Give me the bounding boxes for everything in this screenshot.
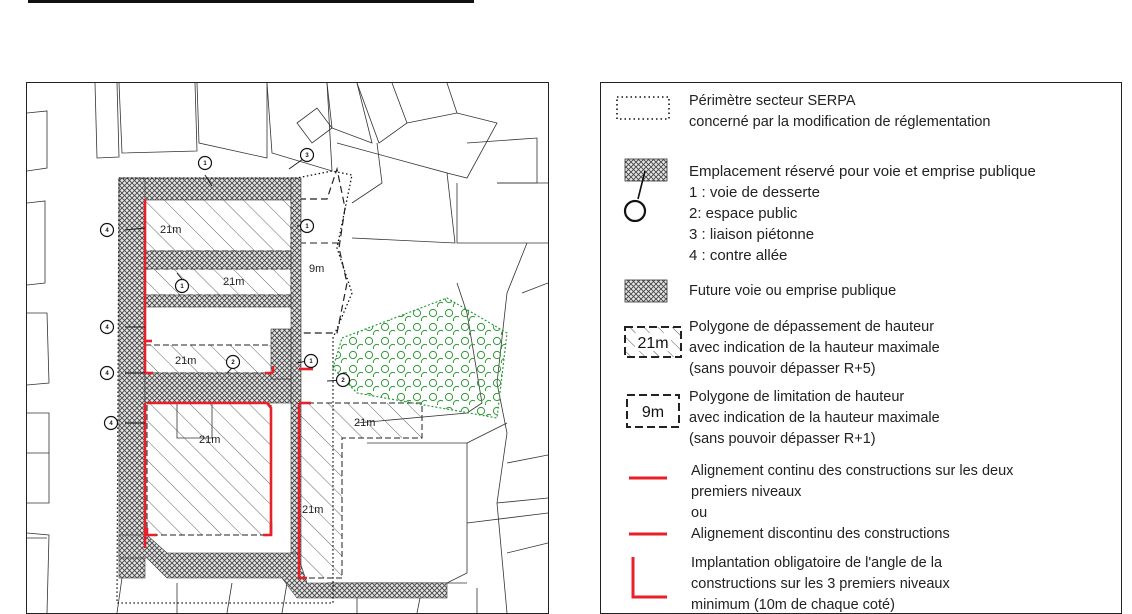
legend-alignment-or: ou xyxy=(691,505,708,521)
legend-exceed-line: (sans pouvoir dépasser R+5) xyxy=(689,361,876,377)
callout-4-b xyxy=(101,321,114,334)
legend-future xyxy=(601,279,1121,305)
legend-reserved-item: 4 : contre allée xyxy=(689,247,788,264)
red-corner-icon xyxy=(611,553,681,613)
legend-limit-line: Polygone de limitation de hauteur xyxy=(689,389,905,405)
plan-map xyxy=(27,83,548,613)
height-label: 21m xyxy=(354,417,376,429)
callout-4-c xyxy=(101,367,114,380)
legend-reserved-item: 3 : liaison piétonne xyxy=(689,226,815,243)
green-space-area xyxy=(333,298,507,418)
legend-corner-line: Implantation obligatoire de l'angle de la xyxy=(691,555,943,571)
legend-panel xyxy=(600,82,1122,614)
callout-4-a xyxy=(101,224,114,237)
callout-3-top xyxy=(301,149,314,162)
legend-alignment-continuous: premiers niveaux xyxy=(691,484,802,500)
legend-future-label: Future voie ou emprise publique xyxy=(689,283,897,299)
svg-text:1: 1 xyxy=(180,284,184,290)
legend-perimeter-line2: concerné par la modification de réglementation xyxy=(689,114,991,130)
legend-corner xyxy=(601,551,1121,614)
legend-exceed-line: Polygone de dépassement de hauteur xyxy=(689,319,935,335)
height-label: 21m xyxy=(160,224,182,236)
legend-exceed-line: avec indication de la hauteur maximale xyxy=(689,340,940,356)
limit-polygon xyxy=(299,169,347,333)
map-panel xyxy=(26,82,549,614)
height-label-limit: 9m xyxy=(309,263,325,275)
legend-reserved xyxy=(601,157,1121,267)
dashed-box-icon xyxy=(611,391,687,431)
svg-text:1: 1 xyxy=(305,224,309,230)
legend-corner-line: minimum (10m de chaque coté) xyxy=(691,597,895,613)
legend-alignment-continuous: Alignement continu des constructions sur les deux xyxy=(691,463,1014,479)
legend-perimeter-line1: Périmètre secteur SERPA xyxy=(689,93,856,109)
legend-reserved-item: 2: espace public xyxy=(689,205,798,222)
callout-1-top xyxy=(199,157,212,170)
legend-limit-line: (sans pouvoir dépasser R+1) xyxy=(689,431,876,447)
legend-alignment-discontinuous: Alignement discontinu des constructions xyxy=(691,526,950,542)
legend-limit-line: avec indication de la hauteur maximale xyxy=(689,410,940,426)
callout-2-right xyxy=(337,374,350,387)
legend-exceed xyxy=(601,317,1121,383)
dashed-hatch-box-icon xyxy=(611,323,687,363)
legend-corner-line: constructions sur les 3 premiers niveaux xyxy=(691,576,950,592)
svg-text:2: 2 xyxy=(231,360,235,366)
svg-text:2: 2 xyxy=(341,378,345,384)
svg-text:4: 4 xyxy=(105,325,109,331)
svg-text:3: 3 xyxy=(305,153,309,159)
svg-text:1: 1 xyxy=(203,161,207,167)
callout-1-right-a xyxy=(301,220,314,233)
red-line-icon xyxy=(611,459,681,549)
callout-2-mid xyxy=(227,356,240,369)
legend-reserved-title: Emplacement réservé pour voie et emprise publique xyxy=(689,163,1036,180)
svg-text:4: 4 xyxy=(105,371,109,377)
height-label: 21m xyxy=(302,504,324,516)
legend-perimeter xyxy=(601,91,1121,135)
crosshatch-callout-icon xyxy=(611,157,681,227)
svg-text:1: 1 xyxy=(309,359,313,365)
callout-4-d xyxy=(105,417,118,430)
legend-reserved-item: 1 : voie de desserte xyxy=(689,184,820,201)
dotted-perimeter-icon xyxy=(611,95,671,121)
limit-symbol-label: 9m xyxy=(641,404,665,421)
svg-text:4: 4 xyxy=(105,228,109,234)
callout-1-right-b xyxy=(305,355,318,368)
callout-1-mid xyxy=(176,280,189,293)
height-label: 21m xyxy=(199,434,221,446)
legend-limit xyxy=(601,387,1121,453)
title-underline xyxy=(28,0,474,3)
height-label: 21m xyxy=(223,276,245,288)
svg-text:4: 4 xyxy=(109,421,113,427)
crosshatch-swatch-icon xyxy=(611,279,675,305)
legend-alignment xyxy=(601,459,1121,547)
exceed-symbol-label: 21m xyxy=(637,335,669,352)
height-label: 21m xyxy=(175,355,197,367)
